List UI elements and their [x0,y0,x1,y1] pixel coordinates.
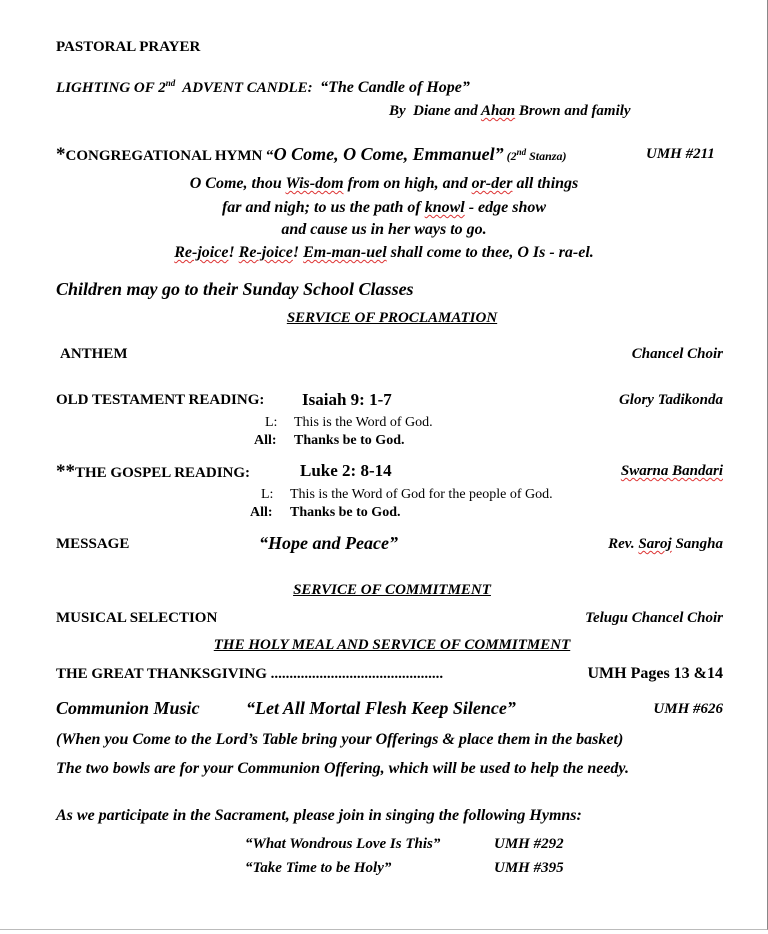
hymn-stanza-post: Stanza) [526,149,567,163]
hymn-line-2 [0,199,768,217]
message-label: MESSAGE [56,536,130,552]
message-by [608,536,723,553]
gospel-label-text: THE GOSPEL READING: [75,465,251,481]
message-by-prefix: Rev. [608,536,639,552]
holy-meal-heading: THE HOLY MEAL AND SERVICE OF COMMITMENT [213,637,571,653]
hymn-stanza-sup: nd [516,147,527,157]
gospel-leader-text: This is the Word of God for the people of God. [290,487,553,502]
gospel-stars: ** [56,461,75,482]
hymn-star: * [56,144,66,165]
lighting-by-line [389,103,631,120]
hymn-title: O Come, O Come, Emmanuel” [273,144,504,164]
hymn-line4-a: ! [228,244,239,261]
musical-selection-by: Telugu Chancel Choir [585,610,723,626]
gospel-all-label: All: [250,505,273,520]
children-note: Children may go to their Sunday School Classes [56,279,414,299]
lighting-mid: ADVENT CANDLE: [175,80,321,96]
lighting-prefix: LIGHTING OF 2 [56,80,166,96]
lighting-heading [56,79,470,97]
gospel-all-text: Thanks be to God. [290,505,401,520]
communion-music-title: “Let All Mortal Flesh Keep Silence” [246,698,516,718]
hymn-line4-sq3: Em-man-uel [303,244,387,261]
service-commitment-heading: SERVICE OF COMMITMENT [293,582,491,598]
lighting-sup: nd [165,78,176,88]
hymn-line2-b: - edge show [464,199,547,216]
message-title: “Hope and Peace” [259,533,398,553]
lighting-title: “The Candle of Hope” [320,79,470,96]
ot-leader-text: This is the Word of God. [294,415,433,430]
bowls-note: The two bowls are for your Communion Offering, which will be used to help the needy. [56,760,629,777]
ot-all-label: All: [254,433,277,448]
hymn-label: CONGREGATIONAL HYMN “ [65,148,274,164]
hymn-line1-c: all things [512,175,579,192]
offering-note: (When you Come to the Lord’s Table bring your Offerings & place them in the basket) [56,731,624,748]
lighting-by-suffix: Brown and family [515,103,631,119]
hymn-title-2: “Take Time to be Holy” [245,860,392,876]
hymn-line1-sq2: or-der [471,175,513,192]
hymn-heading [56,144,566,166]
hymn-line-1 [0,175,768,193]
hymn-line4-b: ! [292,244,304,261]
hymn-line4-c: shall come to thee, O Is - ra-el. [386,244,594,261]
hymn-stanza [504,149,567,163]
hymn-number-1: UMH #292 [494,836,564,852]
ot-reading-label: OLD TESTAMENT READING: [56,392,265,408]
hymn-line1-sq1: Wis-dom [285,175,344,192]
hymn-line4-sq2: Re-joice [238,244,293,261]
hymn-number-2: UMH #395 [494,860,564,876]
hymn-title-1: “What Wondrous Love Is This” [245,836,441,852]
gospel-reading-ref: Luke 2: 8-14 [300,461,392,480]
service-proclamation-heading: SERVICE OF PROCLAMATION [286,310,498,326]
ot-leader-label: L: [265,415,278,430]
gospel-reader: Swarna Bandari [620,463,723,479]
great-thanksgiving-label: THE GREAT THANKSGIVING .............................................. [56,666,444,682]
hymn-line2-sq: knowl [424,199,465,216]
anthem-label: ANTHEM [60,346,128,362]
communion-music-label: Communion Music [56,698,200,718]
gospel-reading-label [56,461,250,483]
hymn-number: UMH #211 [646,146,715,162]
anthem-by: Chancel Choir [631,346,723,362]
lighting-by-name: Ahan [480,103,516,119]
hymn-line1-a: O Come, thou [189,175,286,192]
lighting-by-prefix: By Diane and [389,103,481,119]
hymn-line-3: and cause us in her ways to go. [281,221,487,238]
musical-selection-label: MUSICAL SELECTION [56,610,218,626]
communion-music-number: UMH #626 [653,701,723,717]
hymn-line4-sq1: Re-joice [174,244,229,261]
ot-all-text: Thanks be to God. [294,433,405,448]
hymn-line-4 [0,244,768,262]
ot-reading-ref: Isaiah 9: 1-7 [302,390,392,409]
hymn-line2-a: far and nigh; to us the path of [221,199,425,216]
hymn-line1-b: from on high, and [343,175,472,192]
ot-reader: Glory Tadikonda [618,392,723,408]
message-by-name: Saroj [638,536,672,552]
gospel-leader-label: L: [261,487,274,502]
message-by-suffix: Sangha [671,536,723,552]
hymn-stanza-pre: (2 [503,149,517,163]
participate-note: As we participate in the Sacrament, please join in singing the following Hymns: [56,807,582,824]
pastoral-prayer-heading: PASTORAL PRAYER [56,39,201,55]
great-thanksgiving-pages: UMH Pages 13 &14 [587,665,723,682]
